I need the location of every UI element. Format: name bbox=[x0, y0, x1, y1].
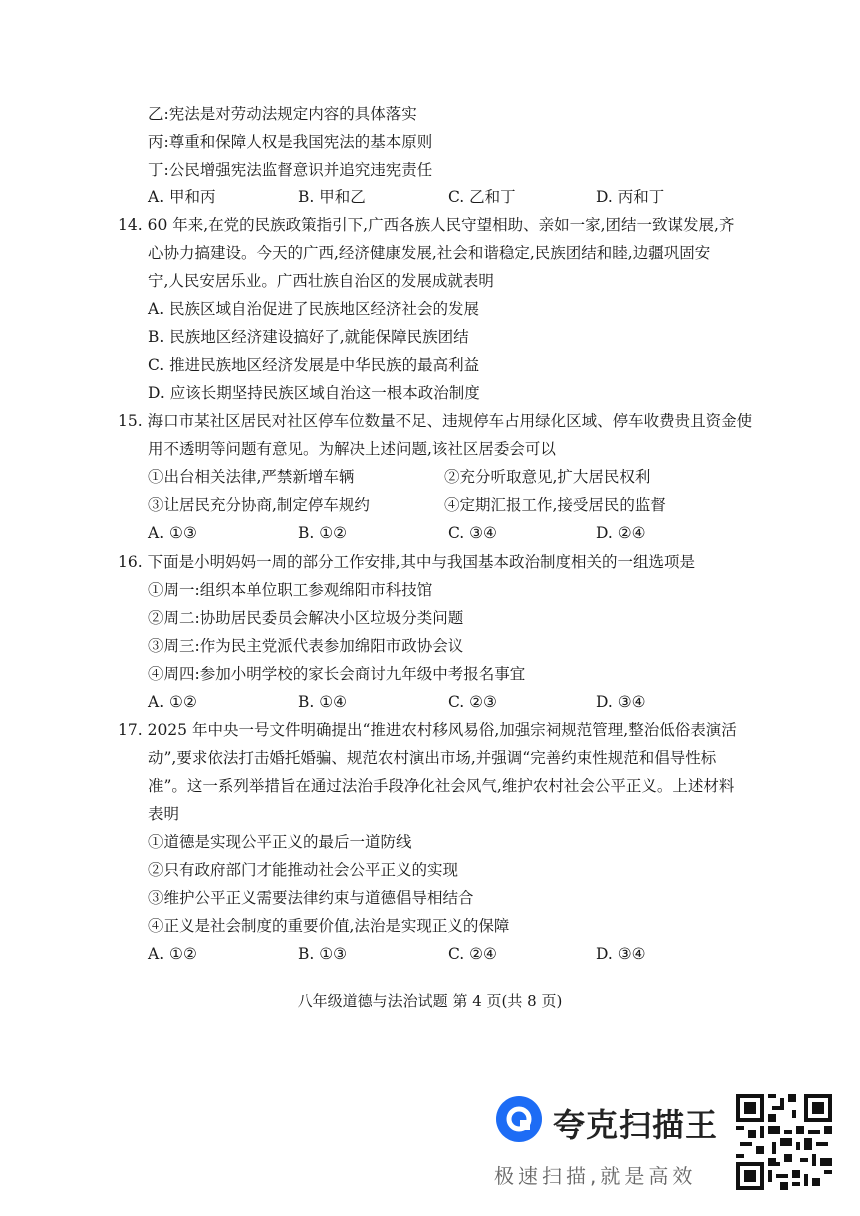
qr-code-icon bbox=[736, 1094, 832, 1190]
q14-option-a: A. 民族区域自治促进了民族地区经济社会的发展 bbox=[148, 300, 480, 318]
q16-option-d: D. ③④ bbox=[596, 693, 646, 711]
q17-item-4: ④正义是社会制度的重要价值,法治是实现正义的保障 bbox=[148, 917, 510, 935]
q17-item-1: ①道德是实现公平正义的最后一道防线 bbox=[148, 833, 412, 851]
q14-option-c: C. 推进民族地区经济发展是中华民族的最高利益 bbox=[148, 356, 480, 374]
q15-option-b: B. ①② bbox=[298, 524, 348, 542]
q15-stem-line-2: 用不透明等问题有意见。为解决上述问题,该社区居委会可以 bbox=[148, 440, 556, 458]
q13-option-d: D. 丙和丁 bbox=[596, 188, 665, 206]
q15-option-d: D. ②④ bbox=[596, 524, 646, 542]
q15-item-1: ①出台相关法律,严禁新增车辆 bbox=[148, 468, 355, 486]
q17-stem-line-1: 17. 2025 年中央一号文件明确提出“推进农村移风易俗,加强宗祠规范管理,整治低俗表演活 bbox=[118, 721, 737, 739]
q14-stem-line-3: 宁,人民安居乐业。广西壮族自治区的发展成就表明 bbox=[148, 272, 494, 290]
q16-item-2: ②周二:协助居民委员会解决小区垃圾分类问题 bbox=[148, 609, 464, 627]
q17-option-d: D. ③④ bbox=[596, 945, 646, 963]
q16-item-1: ①周一:组织本单位职工参观绵阳市科技馆 bbox=[148, 581, 433, 599]
q17-option-b: B. ①③ bbox=[298, 945, 348, 963]
q13-option-b: B. 甲和乙 bbox=[298, 188, 366, 206]
q17-stem-line-2: 动”,要求依法打击婚托婚骗、规范农村演出市场,并强调“完善约束性规范和倡导性标 bbox=[148, 749, 717, 767]
q14-option-b: B. 民族地区经济建设搞好了,就能保障民族团结 bbox=[148, 328, 469, 346]
q16-item-4: ④周四:参加小明学校的家长会商讨九年级中考报名事宜 bbox=[148, 665, 526, 683]
quark-logo-icon bbox=[496, 1096, 542, 1142]
brand-slogan: 极速扫描,就是高效 bbox=[494, 1164, 697, 1188]
q16-item-3: ③周三:作为民主党派代表参加绵阳市政协会议 bbox=[148, 637, 464, 655]
q16-option-a: A. ①② bbox=[148, 693, 197, 711]
q16-stem: 16. 下面是小明妈妈一周的部分工作安排,其中与我国基本政治制度相关的一组选项是 bbox=[118, 553, 696, 571]
q14-option-d: D. 应该长期坚持民族区域自治这一根本政治制度 bbox=[148, 384, 480, 402]
q15-option-c: C. ③④ bbox=[448, 524, 497, 542]
q14-stem-line-1: 14. 60 年来,在党的民族政策指引下,广西各族人民守望相助、亲如一家,团结一致谋发展,齐 bbox=[118, 216, 735, 234]
q16-option-c: C. ②③ bbox=[448, 693, 497, 711]
q13-statement-ding: 丁:公民增强宪法监督意识并追究违宪责任 bbox=[148, 161, 433, 179]
q16-option-b: B. ①④ bbox=[298, 693, 348, 711]
q13-option-c: C. 乙和丁 bbox=[448, 188, 516, 206]
q13-statement-bing: 丙:尊重和保障人权是我国宪法的基本原则 bbox=[148, 133, 433, 151]
q13-statement-yi: 乙:宪法是对劳动法规定内容的具体落实 bbox=[148, 105, 417, 123]
q15-item-2: ②充分听取意见,扩大居民权利 bbox=[444, 468, 651, 486]
page-footer: 八年级道德与法治试题 第 4 页(共 8 页) bbox=[297, 992, 563, 1010]
q17-stem-line-4: 表明 bbox=[148, 805, 180, 823]
q15-item-4: ④定期汇报工作,接受居民的监督 bbox=[444, 496, 666, 514]
q17-item-3: ③维护公平正义需要法律约束与道德倡导相结合 bbox=[148, 889, 474, 907]
q17-option-c: C. ②④ bbox=[448, 945, 497, 963]
brand-name: 夸克扫描王 bbox=[553, 1106, 719, 1144]
q17-option-a: A. ①② bbox=[148, 945, 197, 963]
q14-stem-line-2: 心协力搞建设。今天的广西,经济健康发展,社会和谐稳定,民族团结和睦,边疆巩固安 bbox=[148, 244, 711, 262]
q13-option-a: A. 甲和丙 bbox=[148, 188, 216, 206]
q15-stem-line-1: 15. 海口市某社区居民对社区停车位数量不足、违规停车占用绿化区域、停车收费贵且资金使 bbox=[118, 412, 753, 430]
q17-stem-line-3: 准”。这一系列举措旨在通过法治手段净化社会风气,维护农村社会公平正义。上述材料 bbox=[148, 777, 735, 795]
q15-option-a: A. ①③ bbox=[148, 524, 197, 542]
q15-item-3: ③让居民充分协商,制定停车规约 bbox=[148, 496, 370, 514]
q17-item-2: ②只有政府部门才能推动社会公平正义的实现 bbox=[148, 861, 459, 879]
